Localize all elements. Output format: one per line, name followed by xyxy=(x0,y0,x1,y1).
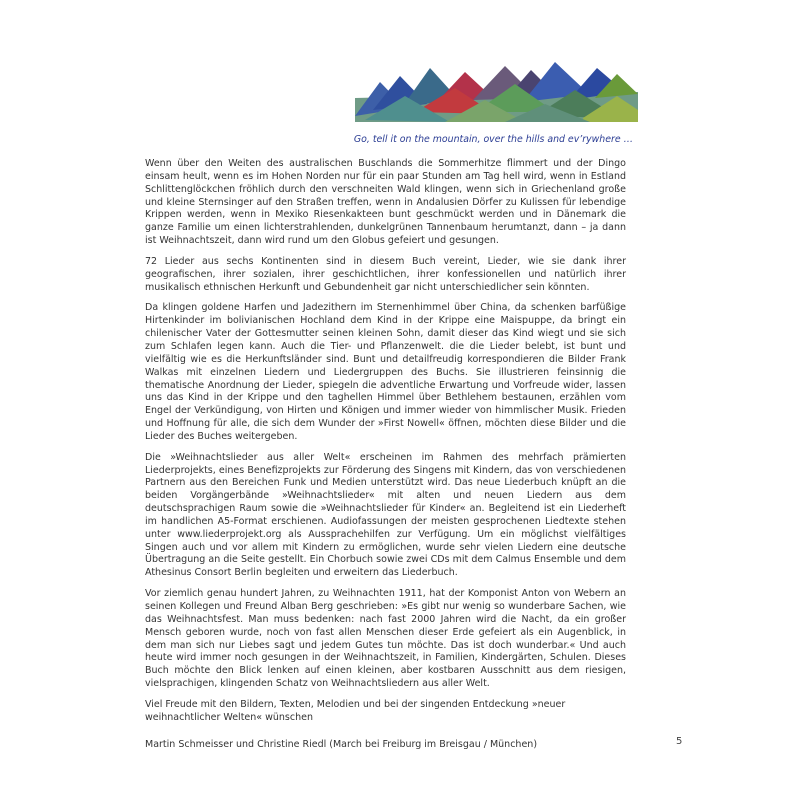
epigraph: Go, tell it on the mountain, over the hills and ev’rywhere … xyxy=(353,134,633,145)
mountain-illustration xyxy=(355,60,638,122)
paragraph-3: Da klingen goldene Harfen und Jadezithern im Sternenhimmel über China, da schenken barfüßige Hirtenkinder im bolivianischen Hochland dem Kind in der Krippe eine Maispuppe, da bringt ein chilenischer Vater der Gottesmutter seinen kleinen Sohn, damit dieser das Kind wiegt und sie sich zum Schlafen legen kann. Auch die Tier- und Pflanzenwelt. die die Lieder belebt, ist bunt und vielfältig wie es die Herkunftsländer sind. Bunt und detailfreudig korrespondieren die Bilder Frank Walkas mit einzelnen Liedern und Liedergruppen des Buchs. Sie illustrieren feinsinnig die thematische Anordnung der Lieder, spiegeln die adventliche Erwartung und Vorfreude wider, lassen uns das Kind in der Krippe und den taghellen Himmel über Bethlehem bestaunen, erzählen vom Engel der Verkündigung, von Hirten und Königen und immer wieder von himmlischer Musik. Frieden und Hoffnung für alle, die sich dem Wunder der »First Nowell« öffnen, möchten diese Bilder und die Lieder des Buches weitergeben. xyxy=(145,302,626,442)
signature: Martin Schmeisser und Christine Riedl (March bei Freiburg im Breisgau / München) xyxy=(145,738,538,750)
closing-line: Viel Freude mit den Bildern, Texten, Melodien und bei der singenden Entdeckung »neuer weihnachtlicher Welten« wünschen xyxy=(145,698,566,723)
paragraph-1: Wenn über den Weiten des australischen Buschlands die Sommerhitze flimmert und der Dingo einsam heult, wenn es im Hohen Norden nur für ein paar Stunden am Tag hell wird, wenn in Estland Schlittenglöckchen fröhlich durch den verschneiten Wald klingen, wenn sich in Griechenland große und kleine Sternsinger auf den Straßen treffen, wenn in Andalusien Dörfer zu Kulissen für lebendige Krippen werden, wenn in Mexiko Riesenkakteen bunt geschmückt werden und in Dänemark die ganze Familie um einen lichterstrahlenden, dunkelgrünen Tannenbaum herumtanzt, dann – ja dann ist Weihnachtszeit, dann wird rund um den Globus gefeiert und gesungen. xyxy=(145,158,626,247)
body-text xyxy=(145,158,626,759)
paragraph-4: Die »Weihnachtslieder aus aller Welt« erscheinen im Rahmen des mehrfach prämierten Liederprojekts, eines Benefizprojekts zur Förderung des Singens mit Kindern, das von verschiedenen Partnern aus den Bereichen Funk und Medien unterstützt wird. Das neue Liederbuch knüpft an die beiden Vorgängerbände »Weihnachtslieder« mit alten und neuen Liedern aus dem deutschsprachigen Raum sowie die »Weihnachtslieder für Kinder« an. Begleitend ist ein Liederheft im handlichen A5-Format erschienen. Audiofassungen der meisten gesprochenen Liedtexte stehen unter www.liederprojekt.org als Aussprachehilfen zur Verfügung. Um ein möglichst vielfältiges Singen auch und vor allem mit Kindern zu ermöglichen, wurde sehr vielen Liedern eine deutsche Übertragung an die Seite gestellt. Ein Chorbuch sowie zwei CDs mit dem Calmus Ensemble und dem Athesinus Consort Berlin begleiten und erweitern das Liederbuch. xyxy=(145,451,626,579)
page-number: 5 xyxy=(676,736,683,747)
paragraph-5: Vor ziemlich genau hundert Jahren, zu Weihnachten 1911, hat der Komponist Anton von Webern an seinen Kollegen und Freund Alban Berg geschrieben: »Es gibt nur wenig so wunderbare Sachen, wie das Weihnachtsfest. Man muss bedenken: nach fast 2000 Jahren wird die Nacht, da ein großer Mensch geboren wurde, noch von fast allen Menschen dieser Erde gefeiert als ein Augenblick, in dem man sich nur Liebes sagt und jedem Gutes tun möchte. Das ist doch wunderbar.« Und auch heute wird immer noch gesungen in der Weihnachtszeit, in Familien, Kindergärten, Schulen. Dieses Buch möchte den Blick lenken auf einen kleinen, aber kostbaren Ausschnitt aus dem riesigen, vielsprachigen, klingenden Schatz von Weihnachtsliedern aus aller Welt. xyxy=(145,588,626,690)
paragraph-2: 72 Lieder aus sechs Kontinenten sind in diesem Buch vereint, Lieder, wie sie dank ihrer geografischen, ihrer sozialen, ihrer geschichtlichen, ihrer konfessionellen und natürlich ihrer musikalisch ethnischen Herkunft und Gebundenheit gar nicht unterschiedlicher sein könnten. xyxy=(145,255,626,293)
